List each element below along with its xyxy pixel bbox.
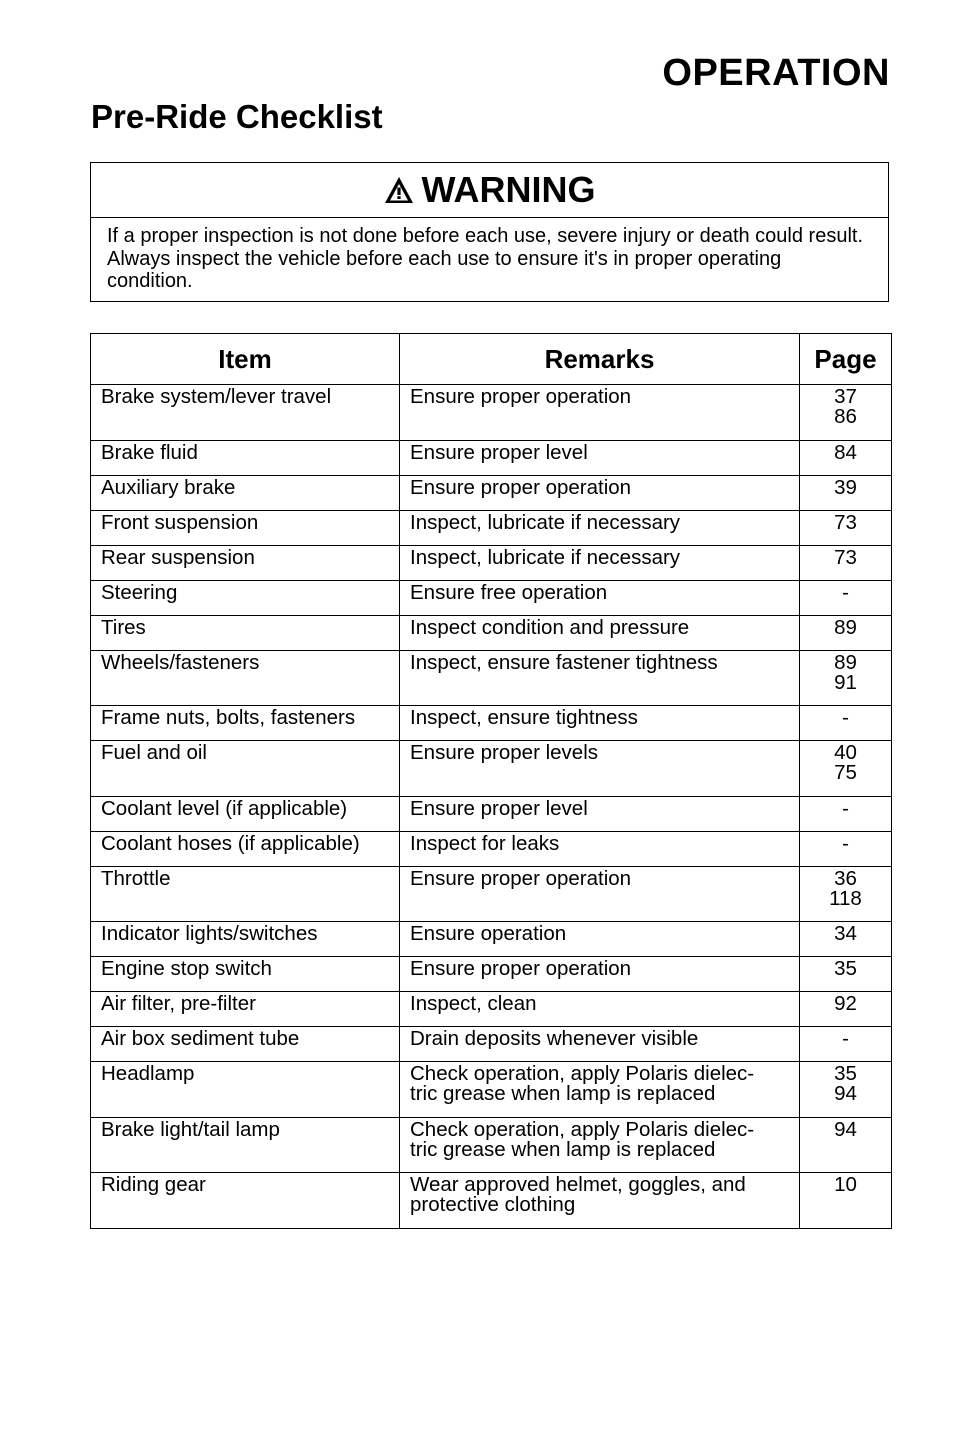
table-row: [91, 650, 892, 706]
page-cell: [800, 992, 892, 1027]
remarks-cell: Ensure proper operation: [400, 385, 800, 441]
table-row: [91, 545, 892, 580]
table-row: [91, 866, 892, 922]
remarks-cell: Wear approved helmet, goggles, and protective clothing: [400, 1173, 800, 1229]
page-cell: [800, 741, 892, 797]
table-row: [91, 922, 892, 957]
page-cell: [800, 650, 892, 706]
page-number: -: [842, 1027, 849, 1050]
remarks-cell: Ensure proper operation: [400, 475, 800, 510]
page-number: -: [842, 831, 849, 855]
page-cell: [800, 866, 892, 922]
item-cell: Auxiliary brake: [91, 475, 400, 510]
table-row: [91, 580, 892, 615]
table-row: [91, 615, 892, 650]
column-header-page: Page: [800, 334, 892, 385]
warning-box: [90, 162, 889, 302]
page-number: 37: [834, 385, 857, 408]
table-row: [91, 1062, 892, 1118]
page-cell: [800, 580, 892, 615]
remarks-cell: Inspect, lubricate if necessary: [400, 510, 800, 545]
table-row: [91, 1027, 892, 1062]
item-cell: Headlamp: [91, 1062, 400, 1118]
page-cell: [800, 510, 892, 545]
item-cell: Coolant hoses (if applicable): [91, 831, 400, 866]
item-cell: Riding gear: [91, 1173, 400, 1229]
table-row: [91, 510, 892, 545]
page-number: 84: [834, 440, 857, 464]
table-row: [91, 440, 892, 475]
page-cell: [800, 385, 892, 441]
column-header-remarks: Remarks: [400, 334, 800, 385]
page-number: -: [842, 580, 849, 604]
remarks-cell: Inspect, lubricate if necessary: [400, 545, 800, 580]
page-cell: [800, 1027, 892, 1062]
item-cell: Wheels/fasteners: [91, 650, 400, 706]
item-cell: Frame nuts, bolts, fasteners: [91, 706, 400, 741]
page-number: 40: [834, 741, 857, 764]
page-number: 86: [834, 405, 857, 428]
page-number: 35: [834, 1062, 857, 1085]
remarks-cell: Drain deposits whenever visible: [400, 1027, 800, 1062]
item-cell: Brake light/tail lamp: [91, 1117, 400, 1173]
page-number: 34: [834, 922, 857, 945]
table-row: [91, 1117, 892, 1173]
page-number: 89: [834, 615, 857, 639]
item-cell: Coolant level (if applicable): [91, 796, 400, 831]
table-row: [91, 831, 892, 866]
page-cell: [800, 796, 892, 831]
page-number: 92: [834, 992, 857, 1015]
page-number: 118: [829, 886, 862, 910]
page-number: 75: [834, 761, 857, 784]
remarks-cell: Inspect, ensure tightness: [400, 706, 800, 741]
page-number: -: [842, 796, 849, 820]
table-row: [91, 796, 892, 831]
item-cell: Rear suspension: [91, 545, 400, 580]
page-cell: [800, 440, 892, 475]
item-cell: Engine stop switch: [91, 957, 400, 992]
page-cell: [800, 1062, 892, 1118]
remarks-cell: Ensure proper levels: [400, 741, 800, 797]
page-number: 94: [834, 1117, 857, 1141]
item-cell: Indicator lights/switches: [91, 922, 400, 957]
page-cell: [800, 1173, 892, 1229]
table-header-row: [91, 334, 892, 385]
remarks-cell: Ensure operation: [400, 922, 800, 957]
page-cell: [800, 957, 892, 992]
page-number: 10: [834, 1173, 857, 1196]
remarks-cell: Inspect, clean: [400, 992, 800, 1027]
item-cell: Throttle: [91, 866, 400, 922]
remarks-cell: Inspect for leaks: [400, 831, 800, 866]
warning-header: [91, 163, 888, 218]
column-header-item: Item: [91, 334, 400, 385]
warning-triangle-icon: [384, 176, 414, 204]
page-number: 73: [834, 510, 857, 534]
item-cell: Air filter, pre-filter: [91, 992, 400, 1027]
table-row: [91, 741, 892, 797]
remarks-cell: Check operation, apply Polaris dielec- tric grease when lamp is replaced: [400, 1117, 800, 1173]
remarks-cell: Inspect, ensure fastener tightness: [400, 650, 800, 706]
warning-text: If a proper inspection is not done before each use, severe injury or death could result. Always inspect the vehicle before each use to ensure it's in proper operating condition.: [107, 225, 864, 292]
page-number: 36: [834, 866, 857, 890]
page-number: 35: [834, 957, 857, 980]
item-cell: Brake fluid: [91, 440, 400, 475]
page-number: 94: [834, 1082, 857, 1105]
item-cell: Brake system/lever travel: [91, 385, 400, 441]
table-row: [91, 385, 892, 441]
table-row: [91, 957, 892, 992]
page-cell: [800, 615, 892, 650]
section-title: OPERATION: [662, 52, 890, 94]
page-title: Pre-Ride Checklist: [91, 98, 383, 135]
table-row: [91, 706, 892, 741]
remarks-cell: Ensure proper operation: [400, 866, 800, 922]
page-cell: [800, 706, 892, 741]
remarks-cell: Ensure proper operation: [400, 957, 800, 992]
page-number: -: [842, 706, 849, 729]
warning-label: WARNING: [421, 169, 596, 210]
item-cell: Fuel and oil: [91, 741, 400, 797]
page-cell: [800, 1117, 892, 1173]
page-number: 39: [834, 475, 857, 499]
item-cell: Air box sediment tube: [91, 1027, 400, 1062]
remarks-cell: Ensure proper level: [400, 440, 800, 475]
remarks-cell: Check operation, apply Polaris dielec- tric grease when lamp is replaced: [400, 1062, 800, 1118]
page-number: 91: [834, 670, 857, 694]
table-row: [91, 1173, 892, 1229]
page-cell: [800, 922, 892, 957]
item-cell: Front suspension: [91, 510, 400, 545]
pre-ride-checklist-table: [90, 333, 892, 1229]
table-row: [91, 475, 892, 510]
page-number: 73: [834, 545, 857, 569]
page-cell: [800, 475, 892, 510]
item-cell: Tires: [91, 615, 400, 650]
page-cell: [800, 831, 892, 866]
item-cell: Steering: [91, 580, 400, 615]
page-cell: [800, 545, 892, 580]
page-number: 89: [834, 650, 857, 674]
table-row: [91, 992, 892, 1027]
remarks-cell: Inspect condition and pressure: [400, 615, 800, 650]
remarks-cell: Ensure proper level: [400, 796, 800, 831]
remarks-cell: Ensure free operation: [400, 580, 800, 615]
